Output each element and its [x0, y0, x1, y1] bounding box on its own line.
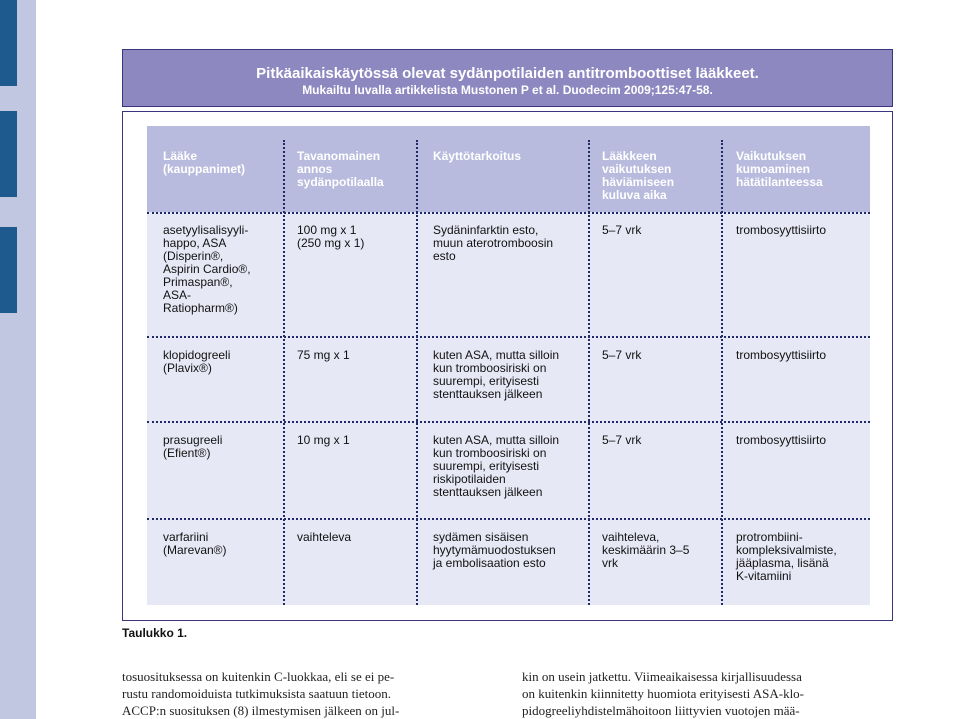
margin-tab-2	[0, 111, 17, 197]
header-dose: Tavanomainen annos sydänpotilaalla	[297, 149, 384, 189]
body-text-right: kin on usein jatkettu. Viimeaikaisessa kirjallisuudessa on kuitenkin kiinnitetty huomiota erityisesti ASA-klo- pidogreeliyhdistelmähoitoon liittyvien vuotojen mää-	[522, 669, 805, 718]
header-purpose: Käyttötarkoitus	[433, 149, 522, 163]
cell-purpose: kuten ASA, mutta silloin kun tromboosiriski on suurempi, erityisesti riskipotilaiden stenttauksen jälkeen	[433, 433, 560, 499]
column-divider	[588, 140, 590, 605]
cell-drug: varfariini (Marevan®)	[163, 530, 227, 557]
table-title: Pitkäaikaiskäytössä olevat sydänpotilaiden antitromboottiset lääkkeet.	[256, 65, 759, 82]
cell-drug: klopidogreeli (Plavix®)	[163, 348, 231, 375]
cell-time: 5–7 vrk	[602, 433, 642, 447]
left-margin-strip	[0, 0, 36, 719]
cell-time: 5–7 vrk	[602, 223, 642, 237]
header-reversal: Vaikutuksen kumoaminen hätätilanteessa	[736, 149, 823, 189]
cell-reversal: trombosyyttisiirto	[736, 223, 827, 237]
cell-purpose: kuten ASA, mutta silloin kun tromboosiriski on suurempi, erityisesti stenttauksen jälkeen	[433, 348, 560, 401]
cell-dose: 75 mg x 1	[297, 348, 350, 362]
row-divider	[147, 518, 870, 520]
header-drug: Lääke (kauppanimet)	[163, 149, 246, 176]
body-text-left: tosuosituksessa on kuitenkin C-luokkaa, eli se ei pe- rustu randomoiduista tutkimuksista saatuun tietoon. ACCP:n suosituksen (8) ilmestymisen jälkeen on jul-	[122, 669, 400, 718]
column-divider	[283, 140, 285, 605]
margin-tab-1	[0, 0, 17, 86]
cell-time: vaihteleva, keskimäärin 3–5 vrk	[602, 530, 690, 570]
cell-dose: vaihteleva	[297, 530, 352, 544]
cell-purpose: sydämen sisäisen hyytymämuodostuksen ja embolisaation esto	[433, 530, 556, 570]
column-divider	[721, 140, 723, 605]
row-divider	[147, 336, 870, 338]
header-time: Lääkkeen vaikutuksen häviämiseen kuluva aika	[602, 149, 675, 202]
column-divider	[416, 140, 418, 605]
cell-purpose: Sydäninfarktin esto, muun aterotromboosin esto	[433, 223, 554, 263]
table-caption: Taulukko 1.	[122, 626, 188, 640]
margin-tab-3	[0, 227, 17, 313]
table-source: Mukailtu luvalla artikkelista Mustonen P et al. Duodecim 2009;125:47-58.	[302, 83, 713, 97]
header-divider	[147, 212, 870, 214]
cell-reversal: trombosyyttisiirto	[736, 348, 827, 362]
row-divider	[147, 421, 870, 423]
cell-time: 5–7 vrk	[602, 348, 642, 362]
cell-drug: asetyylisalisyyli- happo, ASA (Disperin®, Aspirin Cardio®, Primaspan®, ASA- Ratiopharm®)	[163, 223, 251, 315]
cell-dose: 100 mg x 1 (250 mg x 1)	[297, 223, 365, 250]
table-title-box	[122, 49, 893, 107]
cell-drug: prasugreeli (Efient®)	[163, 433, 223, 460]
cell-reversal: trombosyyttisiirto	[736, 433, 827, 447]
cell-reversal: protrombiini- kompleksivalmiste, jääplasma, lisänä K-vitamiini	[736, 530, 837, 583]
cell-dose: 10 mg x 1	[297, 433, 350, 447]
